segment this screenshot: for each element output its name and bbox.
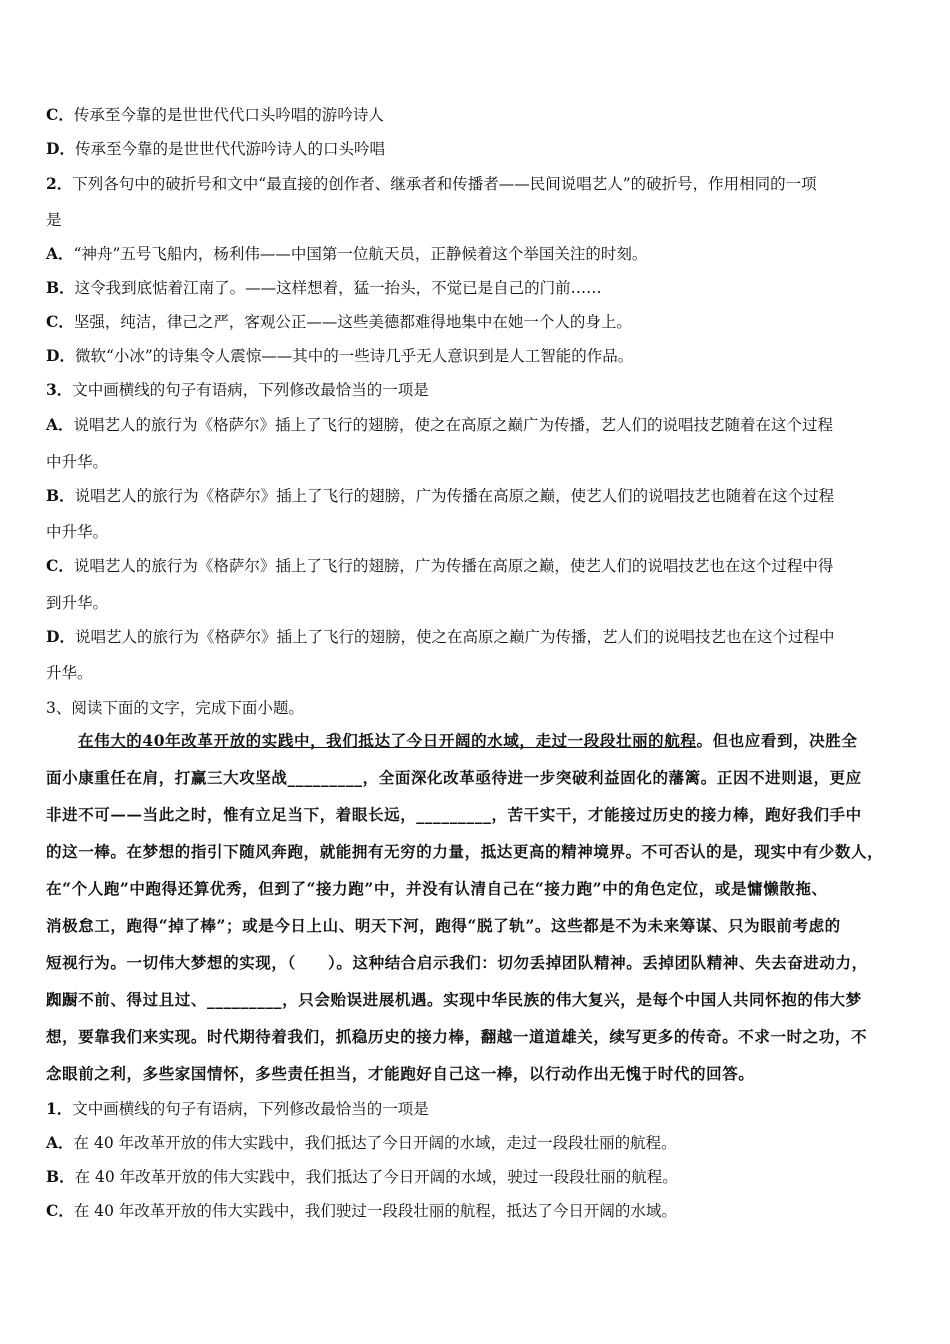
q3-option-c-cont: 到升华。 [46,594,109,612]
option-text: 在 40 年改革开放的伟大实践中，我们抵达了今日开阔的水域，走过一段段壮丽的航程。 [73,1134,677,1152]
option-letter: B． [46,278,75,297]
passage-line: 短视行为。一切伟大梦想的实现，（ ）。这种结合启示我们：切勿丢掉团队精神。丢掉团队精神、失去奋进动力， [46,953,868,972]
option-letter: D． [46,139,75,158]
option-letter: A． [46,1133,74,1152]
question-text: 文中画横线的句子有语病，下列修改最恰当的一项是 [72,1100,429,1118]
q3-option-b-cont: 中升华。 [46,523,109,541]
passage-line: 在“个人跑”中跑得还算优秀，但到了“接力跑”中，并没有认清自己在“接力跑”中的角色定位，或是慵懒散拖、 [46,879,828,898]
option-text: 说唱艺人的旅行为《格萨尔》插上了飞行的翅膀，广为传播在高原之巅，使艺人们的说唱技艺也随着在这个过程 [74,487,835,505]
option-letter: D． [46,346,75,365]
question-number: 3． [46,380,73,399]
q3-option-a [46,413,833,435]
option-letter: B． [46,486,75,505]
q1-option-c [46,103,384,125]
q3-stem [46,378,429,400]
option-text: 传承至今靠的是世世代代口头吟唱的游吟诗人 [73,106,384,124]
passage-line: 念眼前之利，多些家国情怀，多些责任担当，才能跑好自己这一棒，以行动作出无愧于时代的回答。 [46,1064,755,1083]
q3-option-c [46,554,833,576]
q2-option-b [46,276,602,298]
q3-option-d [46,625,834,647]
passage-line: 非进不可——当此之时，惟有立足当下，着眼长远，_________，苦干实干，才能接过历史的接力棒，跑好我们手中 [46,805,862,824]
option-text: “神舟”五号飞船内，杨利伟——中国第一位航天员，正静候着这个举国关注的时刻。 [73,245,648,263]
section-heading: 3、阅读下面的文字，完成下面小题。 [46,699,304,717]
q3-option-a-cont: 中升华。 [46,453,109,471]
question-number: 1． [46,1099,73,1118]
q2-option-d [46,344,633,366]
option-letter: C． [46,556,74,575]
option-text: 微软“小冰”的诗集令人震惊——其中的一些诗几乎无人意识到是人工智能的作品。 [74,347,634,365]
option-text: 说唱艺人的旅行为《格萨尔》插上了飞行的翅膀，使之在高原之巅广为传播，艺人们的说唱技艺随着在这个过程 [73,416,834,434]
option-letter: D． [46,627,75,646]
option-letter: A． [46,415,74,434]
option-text: 在 40 年改革开放的伟大实践中，我们驶过一段段壮丽的航程，抵达了今日开阔的水域。 [73,1202,677,1220]
s3q1-option-b [46,1165,678,1187]
passage-line: 的这一棒。在梦想的指引下随风奔跑，就能拥有无穷的力量，抵达更高的精神境界。不可否认的是，现实中有少数人， [46,842,884,861]
passage-line-1 [78,729,858,751]
passage-text: 。但也应看到，决胜全 [696,731,858,750]
option-letter: A． [46,244,74,263]
option-letter: B． [46,1167,75,1186]
option-text: 这令我到底惦着江南了。——这样想着，猛一抬头，不觉已是自己的门前…… [74,279,602,297]
passage-line: 想，要靠我们来实现。时代期待着我们，抓稳历史的接力棒，翻越一道道雄关，续写更多的传奇。不求一时之功，不 [46,1027,868,1046]
option-letter: C． [46,1201,74,1220]
question-text: 下列各句中的破折号和文中“最直接的创作者、继承者和传播者——民间说唱艺人”的破折号，作用相同的一项 [72,175,817,193]
question-text: 文中画横线的句子有语病，下列修改最恰当的一项是 [72,381,429,399]
passage-line: 踟蹰不前、得过且过、_________，只会贻误进展机遇。实现中华民族的伟大复兴，是每个中国人共同怀抱的伟大梦 [46,990,862,1009]
s3q1-option-a [46,1131,677,1153]
option-letter: C． [46,105,74,124]
question-number: 2． [46,174,73,193]
option-text: 传承至今靠的是世世代代游吟诗人的口头吟唱 [74,140,385,158]
underlined-sentence: 在伟大的40年改革开放的实践中，我们抵达了今日开阔的水域，走过一段段壮丽的航程 [78,731,697,750]
s3q1-option-c [46,1199,677,1221]
passage-line: 面小康重任在肩，打赢三大攻坚战_________，全面深化改革亟待进一步突破利益固化的藩篱。正因不进则退，更应 [46,768,862,787]
option-text: 在 40 年改革开放的伟大实践中，我们抵达了今日开阔的水域，驶过一段段壮丽的航程。 [74,1168,678,1186]
option-text: 说唱艺人的旅行为《格萨尔》插上了飞行的翅膀，广为传播在高原之巅，使艺人们的说唱技艺也在这个过程中得 [73,557,834,575]
q2-option-a [46,242,647,264]
q3-option-d-cont: 升华。 [46,664,93,682]
q1-option-d [46,137,385,159]
q2-stem [46,172,817,194]
option-text: 说唱艺人的旅行为《格萨尔》插上了飞行的翅膀，使之在高原之巅广为传播，艺人们的说唱技艺也在这个过程中 [74,628,835,646]
s3q1-stem [46,1097,429,1119]
option-letter: C． [46,312,74,331]
option-text: 坚强，纯洁，律己之严，客观公正——这些美德都难得地集中在她一个人的身上。 [73,313,632,331]
q2-option-c [46,310,632,332]
q2-stem-cont: 是 [46,211,62,229]
q3-option-b [46,484,834,506]
passage-line: 消极怠工，跑得“掉了棒”；或是今日上山、明天下河，跑得“脱了轨”。这些都是不为未来筹谋、只为眼前考虑的 [46,916,841,935]
